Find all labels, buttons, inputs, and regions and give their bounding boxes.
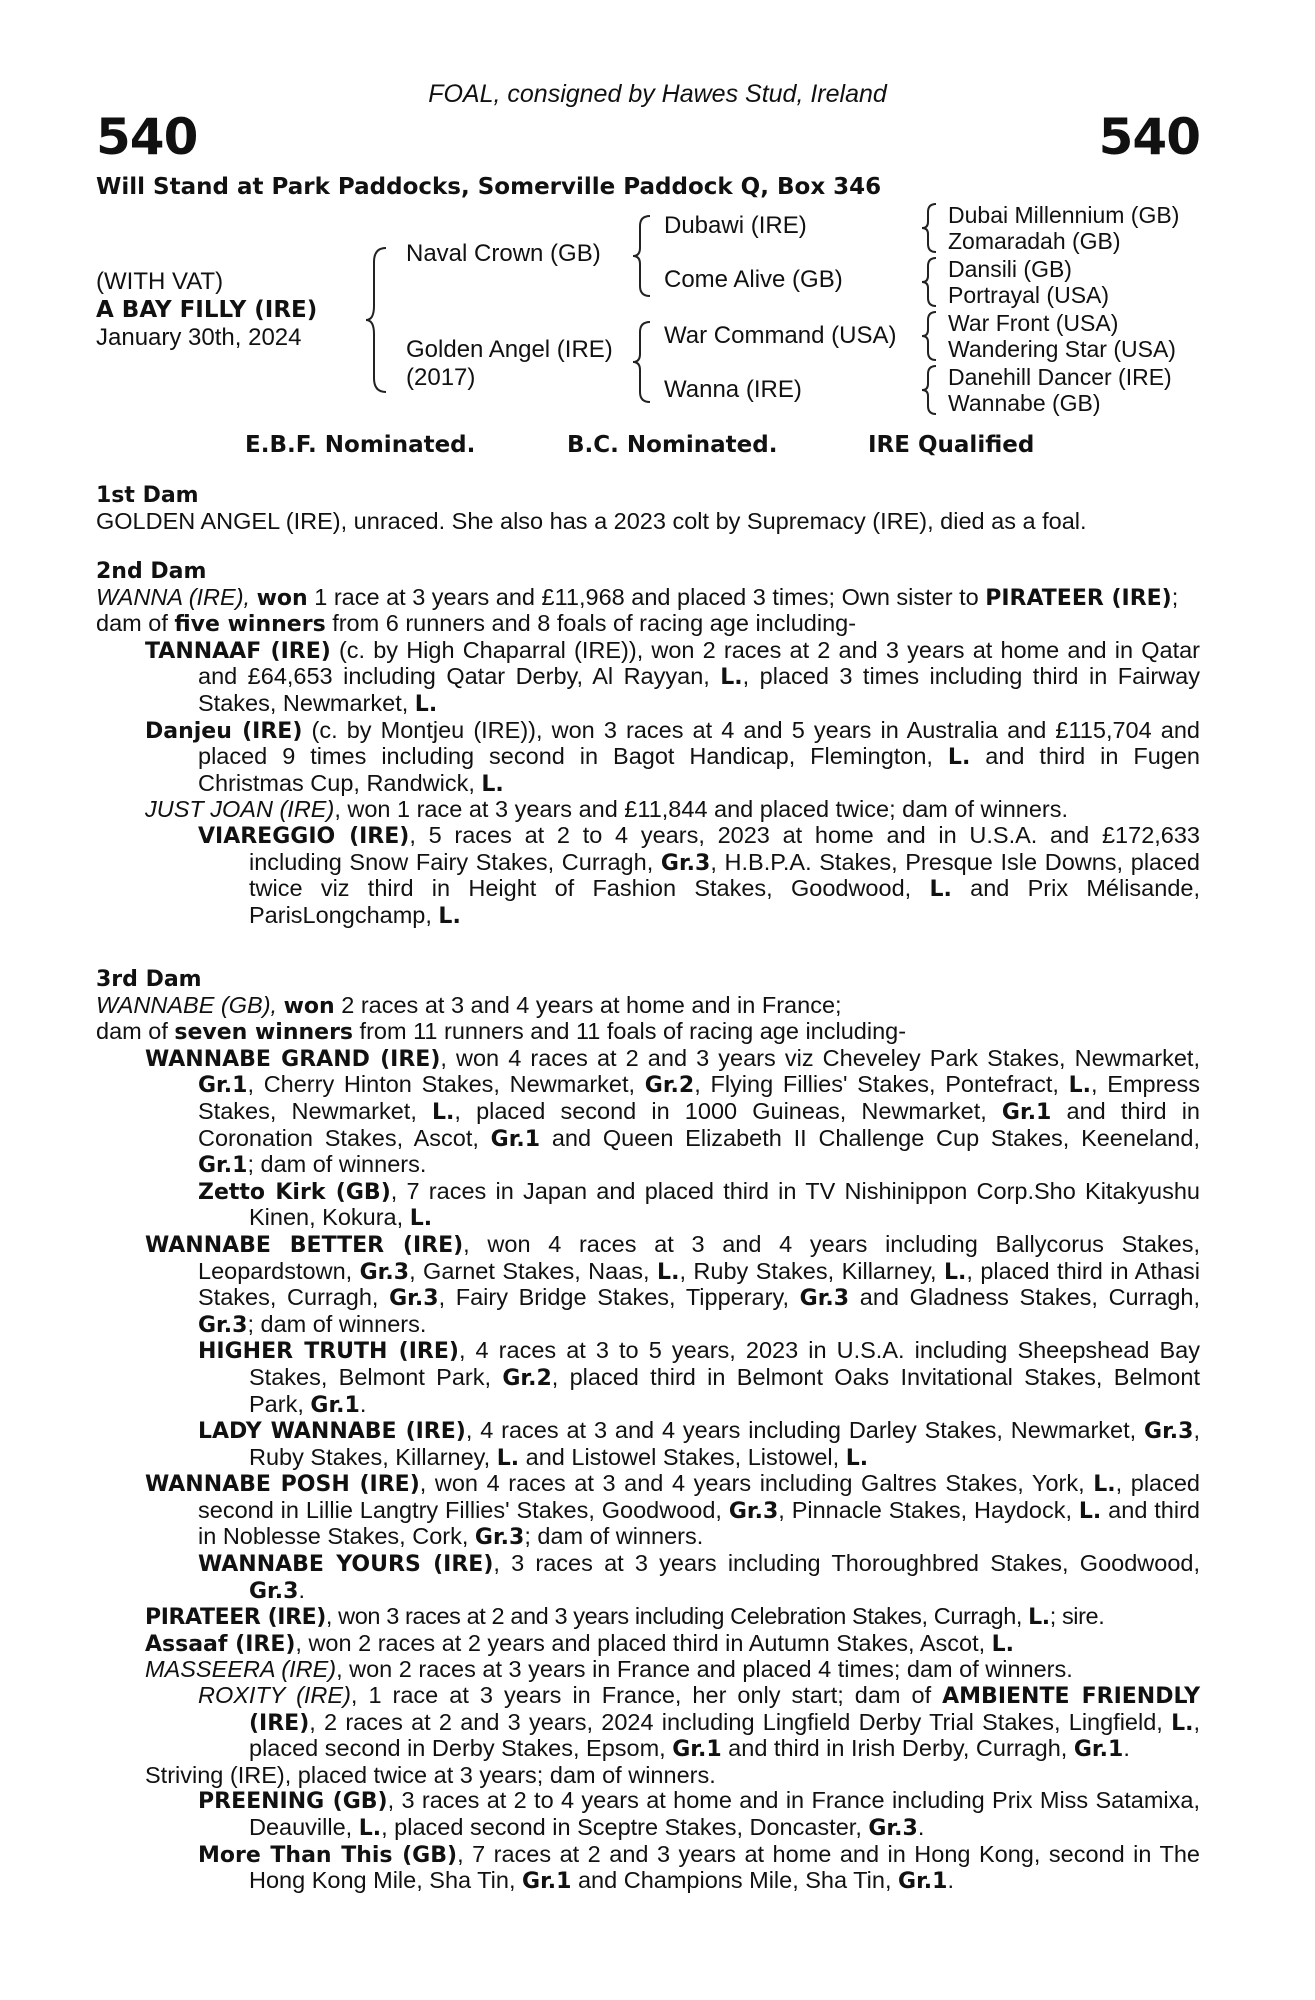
produce-assaaf: Assaaf (IRE), won 2 races at 2 years and placed third in Autumn Stakes, Ascot, L. xyxy=(145,1629,1015,1657)
produce-more-than-this: More Than This (GB), 7 races at 2 and 3 years at home and in Hong Kong, second in The Hong Kong Mile, Sha Tin, Gr.1 and Champions Mile, Sha Tin, Gr.1. xyxy=(198,1840,1200,1895)
second-dam-section xyxy=(96,558,1200,929)
produce-preening: PREENING (GB), 3 races at 2 to 4 years at home and in France including Prix Miss Satamixa, Deauville, L., placed second in Sceptre Stakes, Doncaster, Gr.3. xyxy=(198,1787,1200,1841)
produce-wannabe-yours: WANNABE YOURS (IRE), 3 races at 3 years including Thoroughbred Stakes, Goodwood, Gr.3. xyxy=(198,1550,1200,1604)
produce-danjeu: Danjeu (IRE) (c. by Montjeu (IRE)), won 3 races at 4 and 5 years in Australia and £115,704 and placed 9 times including second in Bagot Handicap, Flemington, L. and third in Fugen Christmas Cup, Randwick, L. xyxy=(145,716,1200,797)
lot-number-left: 540 xyxy=(96,108,198,166)
produce-wannabe-grand: WANNABE GRAND (IRE), won 4 races at 2 and 3 years viz Cheveley Park Stakes, Newmarket, Gr.1, Cherry Hinton Stakes, Newmarket, Gr.2, Flying Fillies' Stakes, Pontefract, L., Empress Stakes, Newmarket, L., placed second in 1000 Guineas, Newmarket, Gr.1 and third in Coronation Stakes, Ascot, Gr.1 and Queen Elizabeth II Challenge Cup Stakes, Keeneland, Gr.1; dam of winners. xyxy=(145,1044,1201,1179)
ire-qualified: IRE Qualified xyxy=(868,432,1035,458)
brace-sd xyxy=(920,254,940,310)
produce-wannabe-better: WANNABE BETTER (IRE), won 4 races at 3 and 4 years including Ballycorus Stakes, Leopardstown, Gr.3, Garnet Stakes, Naas, L., Ruby Stakes, Killarney, L., placed third in Athasi Stakes, Curragh, Gr.3, Fairy Bridge Stakes, Tipperary, Gr.3 and Gladness Stakes, Curragh, Gr.3; dam of winners. xyxy=(145,1230,1201,1338)
second-dam-produce: dam of five winners from 6 runners and 8 foals of racing age including- xyxy=(96,610,857,638)
produce-higher-truth: HIGHER TRUTH (IRE), 4 races at 3 to 5 years, 2023 in U.S.A. including Sheepshead Bay Stakes, Belmont Park, Gr.2, placed third in Belmont Oaks Invitational Stakes, Belmont Park, Gr.1. xyxy=(198,1337,1200,1418)
produce-lady-wannabe: LADY WANNABE (IRE), 4 races at 3 and 4 years including Darley Stakes, Newmarket, Gr.3, Ruby Stakes, Killarney, L. and Listowel Stakes, Listowel, L. xyxy=(198,1417,1200,1471)
produce-viareggio: VIAREGGIO (IRE), 5 races at 2 to 4 years, 2023 at home and in U.S.A. and £172,633 including Snow Fairy Stakes, Curragh, Gr.3, H.B.P.A. Stakes, Presque Isle Downs, placed twice viz third in Height of Fashion Stakes, Goodwood, L. and Prix Mélisande, ParisLongchamp, L. xyxy=(198,821,1200,929)
consignor-line: FOAL, consigned by Hawes Stud, Ireland xyxy=(428,80,887,108)
third-dam-heading: 3rd Dam xyxy=(96,967,202,992)
first-dam-section xyxy=(96,482,1200,534)
dam-year: (2017) xyxy=(406,364,476,391)
produce-just-joan: JUST JOAN (IRE), won 1 race at 3 years and £11,844 and placed twice; dam of winners. xyxy=(145,796,1069,823)
ebf-nomination: E.B.F. Nominated. xyxy=(245,432,476,458)
third-dam-section xyxy=(96,966,1200,1895)
ss-dam: Zomaradah (GB) xyxy=(948,228,1121,254)
first-dam-heading: 1st Dam xyxy=(96,483,199,508)
sd-sire: Dansili (GB) xyxy=(948,256,1072,282)
dd-dam: Wannabe (GB) xyxy=(948,390,1101,416)
sire-dam: Come Alive (GB) xyxy=(664,266,843,293)
stand-location: Will Stand at Park Paddocks, Somerville Paddock Q, Box 346 xyxy=(96,174,882,200)
ds-sire: War Front (USA) xyxy=(948,310,1119,336)
dd-sire: Danehill Dancer (IRE) xyxy=(948,364,1172,390)
produce-masseera: MASSEERA (IRE), won 2 races at 3 years in France and placed 4 times; dam of winners. xyxy=(145,1656,1073,1683)
brace-ds xyxy=(920,308,940,364)
vat-note: (WITH VAT) xyxy=(96,268,224,295)
pedigree-brace-main xyxy=(364,240,392,400)
sire: Naval Crown (GB) xyxy=(406,240,601,267)
second-dam-intro: WANNA (IRE), won 1 race at 3 years and £11,968 and placed 3 times; Own sister to PIRATEER (IRE); xyxy=(96,583,1179,611)
produce-striving: Striving (IRE), placed twice at 3 years; dam of winners. xyxy=(145,1761,716,1788)
horse-name: A BAY FILLY (IRE) xyxy=(96,297,318,323)
first-dam-text: GOLDEN ANGEL (IRE), unraced. She also has a 2023 colt by Supremacy (IRE), died as a foal. xyxy=(96,507,1087,534)
brace-dd xyxy=(920,362,940,418)
brace-dam xyxy=(630,318,654,406)
produce-zetto-kirk: Zetto Kirk (GB), 7 races in Japan and placed third in TV Nishinippon Corp.Sho Kitakyushu Kinen, Kokura, L. xyxy=(198,1177,1200,1232)
foaling-date: January 30th, 2024 xyxy=(96,324,302,351)
ss-sire: Dubai Millennium (GB) xyxy=(948,202,1180,228)
dam: Golden Angel (IRE) xyxy=(406,336,613,363)
sire-sire: Dubawi (IRE) xyxy=(664,212,807,239)
produce-wannabe-posh: WANNABE POSH (IRE), won 4 races at 3 and 4 years including Galtres Stakes, York, L., placed second in Lillie Langtry Fillies' Stakes, Goodwood, Gr.3, Pinnacle Stakes, Haydock, L. and third in Noblesse Stakes, Cork, Gr.3; dam of winners. xyxy=(145,1470,1200,1551)
sd-dam: Portrayal (USA) xyxy=(948,282,1110,308)
lot-number-right: 540 xyxy=(1098,108,1200,166)
brace-ss xyxy=(920,200,940,256)
bc-nomination: B.C. Nominated. xyxy=(567,432,778,458)
dam-sire: War Command (USA) xyxy=(664,322,897,349)
second-dam-heading: 2nd Dam xyxy=(96,559,207,584)
produce-roxity: ROXITY (IRE), 1 race at 3 years in France, her only start; dam of AMBIENTE FRIENDLY (IRE), 2 races at 2 and 3 years, 2024 including Lingfield Derby Trial Stakes, Lingfield, L., placed second in Derby Stakes, Epsom, Gr.1 and third in Irish Derby, Curragh, Gr.1. xyxy=(198,1682,1200,1763)
dam-dam: Wanna (IRE) xyxy=(664,376,802,403)
produce-pirateer: PIRATEER (IRE), won 3 races at 2 and 3 years including Celebration Stakes, Curragh, L.; sire. xyxy=(145,1603,1105,1631)
brace-sire xyxy=(630,212,654,300)
third-dam-produce: dam of seven winners from 11 runners and 11 foals of racing age including- xyxy=(96,1018,907,1046)
third-dam-intro: WANNABE (GB), won 2 races at 3 and 4 years at home and in France; xyxy=(96,991,842,1019)
produce-tannaaf: TANNAAF (IRE) (c. by High Chaparral (IRE)), won 2 races at 2 and 3 years at home and in Qatar and £64,653 including Qatar Derby, Al Rayyan, L., placed 3 times including third in Fairway Stakes, Newmarket, L. xyxy=(145,636,1200,717)
ds-dam: Wandering Star (USA) xyxy=(948,336,1176,362)
